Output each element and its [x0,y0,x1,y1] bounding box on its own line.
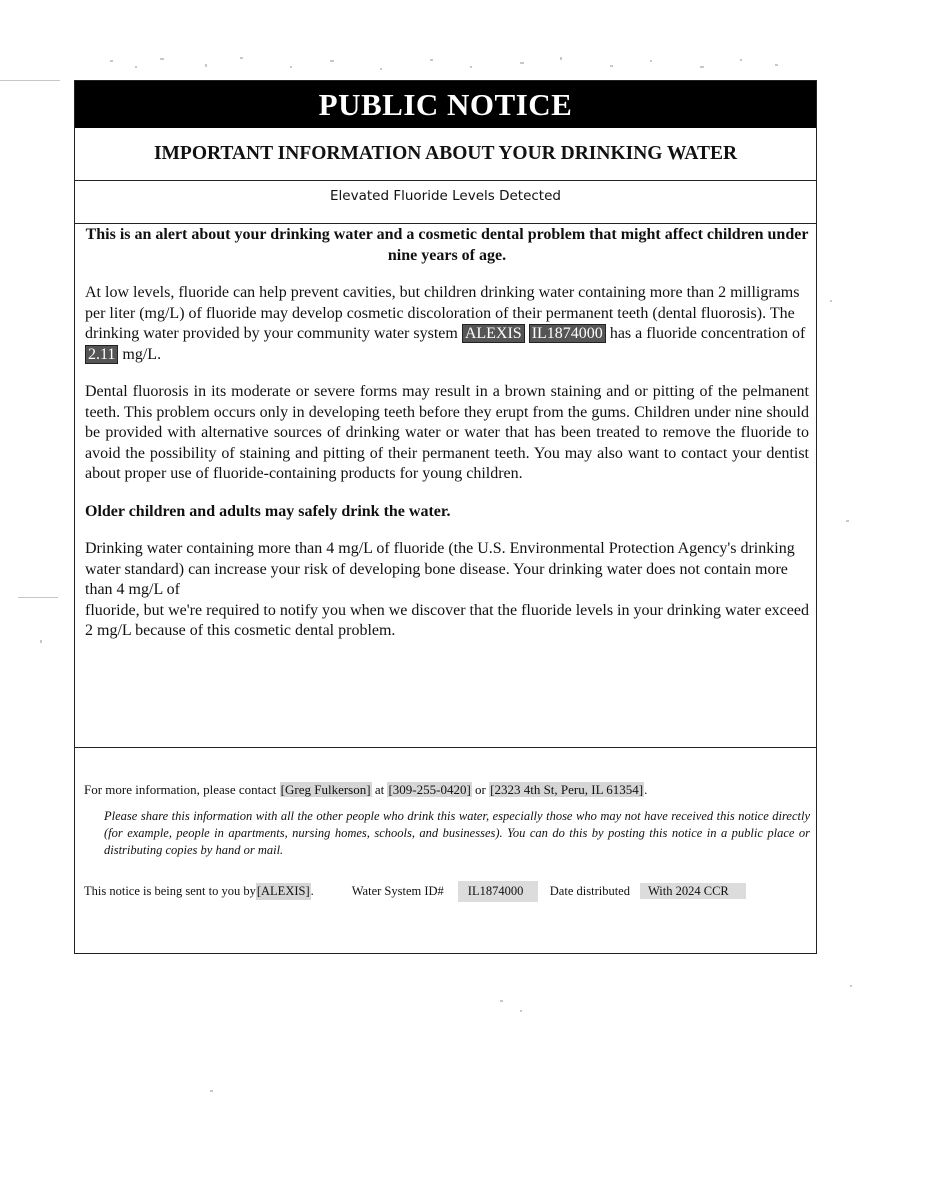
sent-by-value: [ALEXIS] [256,883,310,898]
notice-subtitle: IMPORTANT INFORMATION ABOUT YOUR DRINKING WATER [75,128,816,181]
para3-line2: fluoride, but we're required to notify you when we discover that the fluoride levels in your drinking water exceed 2 mg/L because of this cosmetic dental problem. [85,601,809,639]
sent-by-label: This notice is being sent to you by [84,883,256,898]
footer-divider [75,747,816,748]
notice-title: PUBLIC NOTICE [75,81,816,128]
contact-phone: [309-255-0420] [388,782,471,797]
notice-footer [84,781,810,909]
bone-disease-paragraph [85,539,809,642]
system-id-label: Water System ID# [351,883,444,898]
para1-text: At low levels, fluoride can help prevent cavities, but children drinking water containing more than 2 milligrams per liter (mg/L) of fluoride may develop cosmetic discoloration of their permanent teeth (dental fluorosis). The drinking water provided by your community water system [85,284,800,342]
date-distributed-label: Date distributed [549,883,630,898]
share-instructions: Please share this information with all the other people who drink this water, especially those who may not have received this notice directly (for example, people in apartments, nursing homes, schools, and businesses). You can do this by posting this notice in a public place or distributing copies by hand or mail. [104,809,810,857]
contact-line [84,781,810,798]
system-id-value: IL1874000 [458,881,538,902]
distribution-row [84,873,810,909]
contact-end: . [644,782,648,797]
water-system-id: IL1874000 [529,324,606,343]
contact-prefix: For more information, please contact [84,782,280,797]
para3-line1: Drinking water containing more than 4 mg/L of fluoride (the U.S. Environmental Protection Agency's drinking water standard) can increase your risk of developing bone disease. Your drinking water does not contain more than 4 mg/L of [85,540,795,598]
contact-or: or [471,782,490,797]
public-notice-form [74,80,817,954]
water-system-name: ALEXIS [462,324,525,343]
notice-body [85,225,809,659]
contact-name: [Greg Fulkerson] [280,782,371,797]
sent-by-end: . [310,883,314,898]
fluoride-concentration: 2.11 [85,345,118,364]
para1-mid: has a fluoride concentration of [605,325,806,342]
alert-statement: This is an alert about your drinking water and a cosmetic dental problem that might affect children under nine years of age. [85,226,809,264]
para1-end: mg/L. [118,345,162,363]
older-children-statement: Older children and adults may safely drink the water. [85,502,451,520]
contact-at: at [371,782,388,797]
dental-fluorosis-paragraph: Dental fluorosis in its moderate or severe forms may result in a brown staining and or pitting of the pelmanent teeth. This problem occurs only in developing teeth before they erupt from the gums. Children under nine should be provided with alternative sources of drinking water or water that has been treated to remove the fluoride to avoid the possibility of staining and pitting of their permanent teeth. You may also want to contact your dentist about proper use of fluoride-containing products for young children. [85,383,809,482]
date-distributed-value: With 2024 CCR [640,883,746,899]
fluoride-levels-paragraph [85,283,809,365]
contact-address: [2323 4th St, Peru, IL 61354] [490,782,644,797]
notice-tagline: Elevated Fluoride Levels Detected [75,181,816,224]
